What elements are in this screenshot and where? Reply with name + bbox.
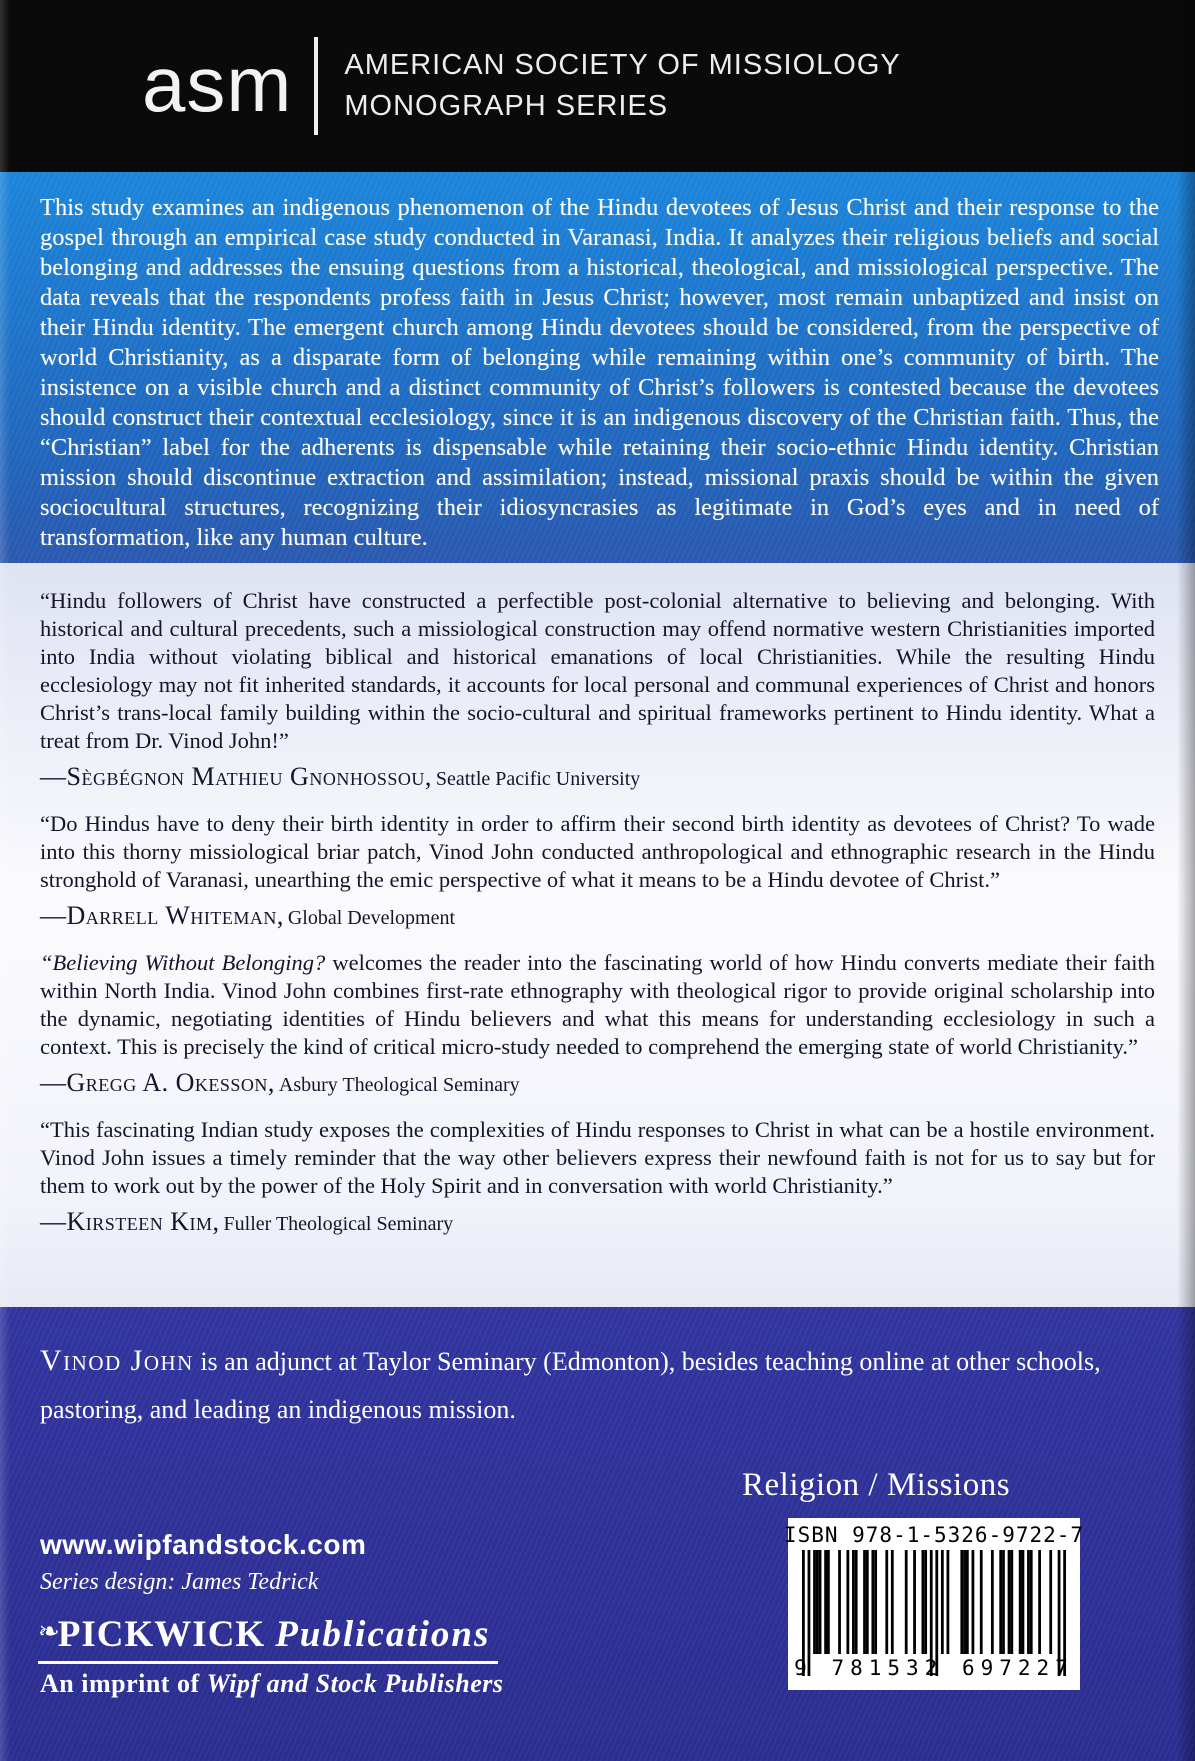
- endorsement-quote-lead: “Believing Without Belonging?: [40, 950, 326, 975]
- endorsement-3: [40, 949, 1155, 1102]
- endorsement-quote: [40, 810, 1155, 894]
- asm-logo: asm: [142, 40, 293, 128]
- endorsement-attribution: [40, 1207, 1155, 1241]
- isbn-label: ISBN 978-1-5326-9722-7: [783, 1523, 1085, 1547]
- synopsis-section: [0, 172, 1195, 563]
- endorser-affiliation: Seattle Pacific University: [435, 768, 641, 790]
- publisher-name: PICKWICK: [57, 1614, 266, 1655]
- series-title-line2: MONOGRAPH SERIES: [344, 90, 669, 122]
- endorser-name: —Kirsteen Kim,: [40, 1207, 220, 1236]
- barcode-digits: 9 781532 697227: [794, 1656, 1074, 1680]
- endorser-affiliation: Asbury Theological Seminary: [278, 1074, 520, 1096]
- imprint-publisher-name: Wipf and Stock Publishers: [206, 1669, 504, 1698]
- endorsement-quote-text: “Do Hindus have to deny their birth identity in order to affirm their second birth identity as devotees of Christ? To wade into this thorny missiological briar patch, Vinod John conducted anthropological and ethnographic research in the Hindu stronghold of Varanasi, unearthing the emic perspective of what it means to be a Hindu devotee of Christ.”: [40, 811, 1155, 892]
- endorser-name: —Gregg A. Okesson,: [40, 1068, 275, 1097]
- endorser-affiliation: Fuller Theological Seminary: [223, 1213, 454, 1235]
- footer-section: [0, 1307, 1195, 1761]
- imprint-prefix: An imprint of: [40, 1669, 207, 1698]
- endorser-affiliation: Global Development: [287, 907, 456, 929]
- endorsement-4: [40, 1116, 1155, 1241]
- author-bio: [40, 1337, 1135, 1434]
- website-url: www.wipfandstock.com: [40, 1529, 367, 1560]
- endorser-name: —Darrell Whiteman,: [40, 901, 284, 930]
- endorsement-attribution: [40, 901, 1155, 935]
- isbn-barcode-box: [783, 1518, 1085, 1690]
- endorsement-quote: [40, 587, 1155, 755]
- endorsement-quote: [40, 1116, 1155, 1200]
- endorsement-attribution: [40, 762, 1155, 796]
- author-bio-text: is an adjunct at Taylor Seminary (Edmonton), besides teaching online at other schools, pastoring, and leading an indigenous mission.: [40, 1347, 1101, 1424]
- series-title: [344, 45, 900, 127]
- endorser-name: —Sègbégnon Mathieu Gnonhossou,: [40, 762, 432, 791]
- publisher-logo: [38, 1613, 498, 1664]
- synopsis-text: This study examines an indigenous phenomenon of the Hindu devotees of Jesus Christ and their response to the gospel through an empirical case study conducted in Varanasi, India. It analyzes their religious beliefs and social belonging and addresses the ensuing questions from a historical, theological, and missiological perspective. The data reveals that the respondents profess faith in Jesus Christ; however, most remain unbaptized and insist on their Hindu identity. The emergent church among Hindu devotees should be considered, from the perspective of world Christianity, as a disparate form of belonging while remaining within one’s community of birth. The insistence on a visible church and a distinct community of Christ’s followers is contested because the devotees should construct their contextual ecclesiology, since it is an indigenous discovery of the Christian faith. Thus, the “Christian” label for the adherents is dispensable while retaining their socio-ethnic Hindu identity. Christian mission should discontinue extraction and assimilation; instead, missional praxis should be within the given sociocultural structures, recognizing their idiosyncrasies as legitimate in God’s eyes and in need of transformation, like any human culture.: [40, 194, 1159, 551]
- endorsement-2: [40, 810, 1155, 935]
- publisher-suffix: Publications: [275, 1614, 491, 1655]
- endorsement-quote-text: “This fascinating Indian study exposes the complexities of Hindu responses to Christ in what can be a hostile environment. Vinod John issues a timely reminder that the way other believers express their newfound faith is not for us to say but for them to work out by the power of the Holy Spirit and in conversation with world Christianity.”: [40, 1117, 1155, 1198]
- endorsement-quote-text: welcomes the reader into the fascinating world of how Hindu converts mediate their faith within North India. Vinod John combines first-rate ethnography with theological rigor to provide original scholarship into the dynamic, negotiating identities of Hindu believers and what this means for understanding ecclesiology in such a context. This is precisely the kind of critical micro-study needed to comprehend the emerging state of world Christianity.”: [40, 950, 1155, 1059]
- author-name: Vinod John: [40, 1344, 194, 1377]
- category-label: Religion / Missions: [742, 1467, 1011, 1503]
- endorsement-attribution: [40, 1068, 1155, 1102]
- logo-divider: [314, 37, 318, 135]
- endorsement-quote-text: “Hindu followers of Christ have constructed a perfectible post-colonial alternative to believing and belonging. With historical and cultural precedents, such a missiological construction may offend normative western Christianities imported into India without violating biblical and historical emanations of local Christianities. While the resulting Hindu ecclesiology may not fit inherited standards, it accounts for local personal and communal experiences of Christ and honors Christ’s trans-local family building within the socio-cultural and spiritual frameworks pertinent to Hindu identity. What a treat from Dr. Vinod John!”: [40, 588, 1155, 753]
- imprint-line: [40, 1669, 504, 1699]
- series-bar: [0, 0, 1195, 172]
- series-design-credit: Series design: James Tedrick: [40, 1569, 319, 1595]
- endorsements-section: [0, 563, 1195, 1307]
- series-title-line1: AMERICAN SOCIETY OF MISSIOLOGY: [344, 49, 901, 81]
- pickwick-leaf-icon: ❧: [38, 1617, 60, 1647]
- endorsement-quote: [40, 949, 1155, 1061]
- endorsement-1: [40, 587, 1155, 796]
